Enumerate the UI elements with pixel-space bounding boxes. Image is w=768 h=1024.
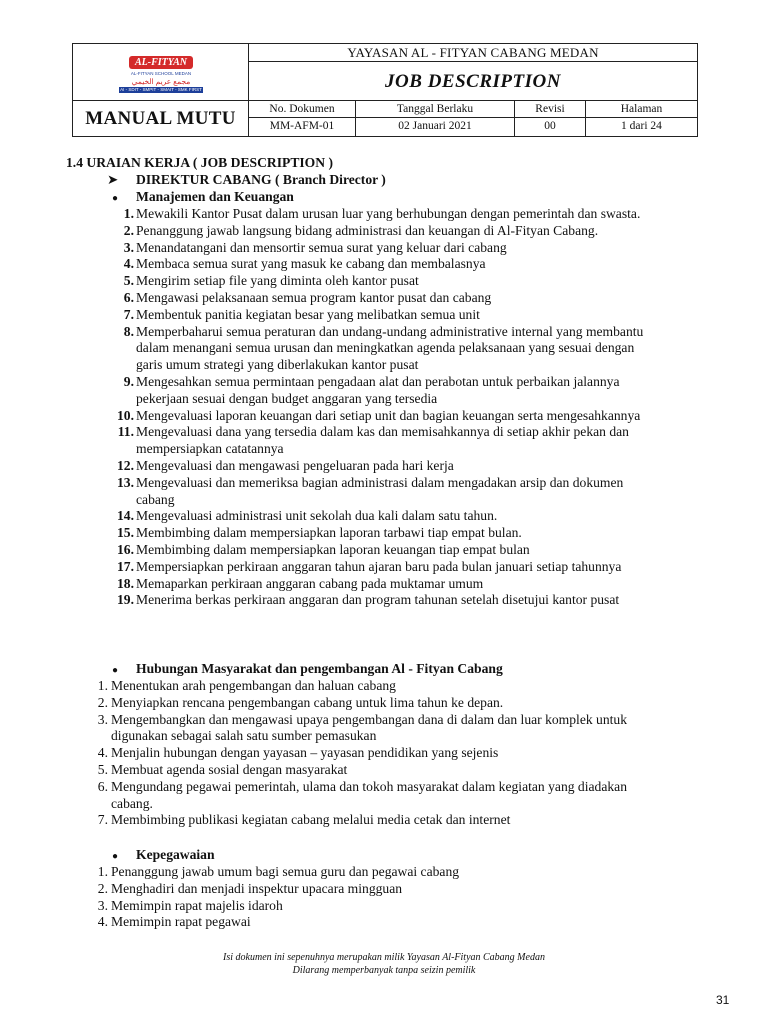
list-item: dalam menangani semua urusan dan meningkatkan agenda pelaksanaan yang sesuai dengan [136, 340, 635, 356]
list-item: Penanggung jawab umum bagi semua guru dan pegawai cabang [111, 864, 460, 879]
arrow-icon: ➤ [107, 172, 119, 187]
list-number: 4. [97, 745, 108, 761]
list-item: Menghadiri dan menjadi inspektur upacara mingguan [111, 880, 403, 896]
yayasan-name: YAYASAN AL - FITYAN CABANG MEDAN [249, 44, 697, 62]
list-item: Mengevaluasi dan mengawasi pengeluaran pada hari kerja [136, 458, 454, 473]
list-item: Mengevaluasi dana yang tersedia dalam kas dan memisahkannya di setiap akhir pekan dan [136, 424, 629, 440]
list-number: 15. [117, 525, 134, 541]
meta-header: Revisi [515, 101, 586, 118]
list-number: 3. [97, 711, 108, 727]
list-number: 6. [123, 290, 134, 305]
list-item: mempersiapkan catatannya [136, 441, 284, 457]
document-header [72, 43, 698, 137]
list-item: Membaca semua surat yang masuk ke cabang dan membalasnya [136, 256, 486, 272]
list-item: cabang [136, 491, 175, 507]
meta-header: No. Dokumen [249, 101, 356, 118]
list-number: 12. [117, 458, 134, 473]
meta-header: Halaman [586, 101, 697, 118]
logo-cell [73, 44, 249, 101]
section-title: 1.4 URAIAN KERJA ( JOB DESCRIPTION ) [66, 155, 333, 170]
list-item: digunakan sebagai salah satu sumber pemasukan [111, 728, 377, 744]
list-number: 11. [117, 424, 134, 440]
list-number: 16. [117, 542, 134, 557]
list-item: Mengesahkan semua permintaan pengadaan alat dan perabotan untuk perbaikan jalannya [136, 374, 620, 389]
list-item: Penanggung jawab langsung bidang administrasi dan keuangan di Al-Fityan Cabang. [136, 222, 599, 238]
list-number: 1. [97, 678, 108, 693]
list-item: Mengirim setiap file yang diminta oleh kantor pusat [136, 273, 419, 289]
footer-line-2: Dilarang memperbanyak tanpa seizin pemilik [292, 965, 476, 976]
list-number: 8. [123, 323, 134, 339]
list-item: Mengevaluasi dan memeriksa bagian administrasi dalam mengadakan arsip dan dokumen [136, 474, 624, 490]
list-item: Membuat agenda sosial dengan masyarakat [111, 762, 348, 777]
list-item: cabang. [111, 795, 153, 811]
list-item: Menerima berkas perkiraan anggaran dan program tahunan setelah disetujui kantor pusat [136, 592, 620, 608]
footer-line-1: Isi dokumen ini sepenuhnya merupakan milik Yayasan Al-Fityan Cabang Medan [223, 952, 545, 963]
meta-value: 00 [515, 118, 586, 136]
manual-mutu-label: MANUAL MUTU [73, 101, 249, 136]
list-item: Menjalin hubungan dengan yayasan – yayasan pendidikan yang sejenis [111, 745, 499, 761]
meta-value: MM-AFM-01 [249, 118, 356, 136]
list-item: Membimbing dalam mempersiapkan laporan keuangan tiap empat bulan [136, 542, 530, 557]
list-number: 13. [117, 474, 134, 490]
list-number: 9. [123, 374, 134, 389]
document-title: JOB DESCRIPTION [249, 62, 697, 101]
list-number: 3. [97, 897, 108, 913]
list-number: 1. [97, 864, 108, 879]
bullet-icon: ● [112, 193, 119, 204]
list-item: Memimpin rapat pegawai [111, 914, 251, 930]
list-item: Membimbing dalam mempersiapkan laporan tarbawi tiap empat bulan. [136, 525, 522, 541]
page-number: 31 [716, 993, 730, 1007]
document-meta-table [249, 101, 697, 136]
list-number: 2. [97, 880, 108, 896]
list-number: 1. [123, 206, 134, 221]
al-fityan-logo: AL-FITYAN AL-FITYAN SCHOOL MEDAN مجمع عريم الخيمي AI - SDIT - SMPIT - SMAIT - SMK FIRST [120, 57, 202, 92]
list-item: Mewakili Kantor Pusat dalam urusan luar yang berhubungan dengan pemerintah dan swasta. [136, 206, 641, 221]
list-number: 5. [123, 273, 134, 289]
list-item: Mengevaluasi administrasi unit sekolah dua kali dalam satu tahun. [136, 508, 498, 524]
list-number: 4. [97, 914, 108, 930]
role-title: DIREKTUR CABANG ( Branch Director ) [136, 172, 386, 187]
list-item: Membentuk panitia kegiatan besar yang melibatkan semua unit [136, 306, 480, 322]
meta-header: Tanggal Berlaku [356, 101, 515, 118]
list-number: 4. [123, 256, 134, 272]
list-number: 10. [117, 407, 134, 423]
list-item: Membimbing publikasi kegiatan cabang melalui media cetak dan internet [111, 812, 511, 828]
list-item: garis umum strategi yang diberlakukan kantor pusat [136, 357, 419, 373]
list-number: 7. [97, 812, 108, 828]
list-number: 3. [123, 239, 134, 255]
list-item: Mengembangkan dan mengawasi upaya pengembangan dana di dalam dan luar komplek untuk [111, 711, 628, 727]
list-item: Mengevaluasi laporan keuangan dari setiap unit dan bagian keuangan serta mengesahkannya [136, 407, 641, 423]
list-item: Mengawasi pelaksanaan semua program kantor pusat dan cabang [136, 290, 492, 305]
group-heading: Manajemen dan Keuangan [136, 189, 294, 204]
bullet-icon: ● [112, 665, 119, 676]
list-item: Memimpin rapat majelis idaroh [111, 897, 283, 913]
list-item: Menandatangani dan mensortir semua surat yang keluar dari cabang [136, 239, 507, 255]
list-item: Memaparkan perkiraan anggaran cabang pada muktamar umum [136, 575, 484, 591]
list-number: 6. [97, 778, 108, 794]
list-item: Mengundang pegawai pemerintah, ulama dan tokoh masyarakat dalam kegiatan yang diadakan [111, 778, 627, 794]
list-number: 14. [117, 508, 134, 524]
list-item: Menentukan arah pengembangan dan haluan cabang [111, 678, 396, 693]
list-number: 7. [123, 306, 134, 322]
list-number: 2. [123, 222, 134, 238]
list-item: Memperbaharui semua peraturan dan undang-undang administrative internal yang membantu [136, 323, 644, 339]
list-number: 19. [117, 592, 134, 608]
meta-value: 02 Januari 2021 [356, 118, 515, 136]
bullet-icon: ● [112, 851, 119, 862]
list-item: pekerjaan sesuai dengan budget anggaran yang tersedia [136, 390, 438, 406]
list-item: Menyiapkan rencana pengembangan cabang untuk lima tahun ke depan. [111, 694, 504, 710]
meta-value: 1 dari 24 [621, 120, 662, 132]
group-heading: Kepegawaian [136, 847, 215, 862]
list-item: Mempersiapkan perkiraan anggaran tahun ajaran baru pada bulan januari setiap tahunnya [136, 558, 622, 574]
group-heading: Hubungan Masyarakat dan pengembangan Al - Fityan Cabang [136, 661, 503, 676]
list-number: 18. [117, 575, 134, 591]
list-number: 2. [97, 694, 108, 710]
list-number: 17. [117, 558, 134, 574]
list-number: 5. [97, 762, 108, 777]
